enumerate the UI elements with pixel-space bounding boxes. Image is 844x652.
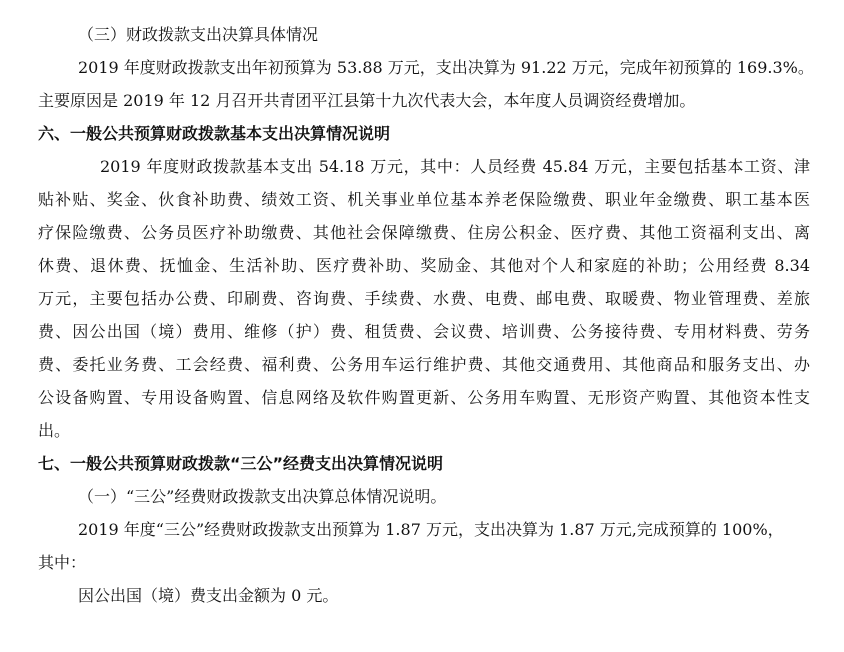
section-6-paragraph-line: 费、委托业务费、工会经费、福利费、公务用车运行维护费、其他交通费用、其他商品和服务支出、办	[38, 355, 810, 374]
section-7-heading: 七、一般公共预算财政拨款“三公”经费支出决算情况说明	[38, 454, 444, 473]
section-6-heading: 六、一般公共预算财政拨款基本支出决算情况说明	[38, 124, 391, 143]
section-7-paragraph-line: 2019 年度“三公”经费财政拨款支出预算为 1.87 万元，支出决算为 1.87 万元,完成预算的 100%，	[78, 520, 784, 539]
section-7-paragraph-line: 因公出国（境）费支出金额为 0 元。	[78, 586, 339, 605]
section-6-paragraph-line: 万元，主要包括办公费、印刷费、咨询费、手续费、水费、电费、邮电费、取暖费、物业管理费、差旅	[38, 289, 810, 308]
section-6-paragraph-line: 疗保险缴费、公务员医疗补助缴费、其他社会保障缴费、住房公积金、医疗费、其他工资福利支出、离	[38, 223, 810, 242]
section-6-paragraph-line: 贴补贴、奖金、伙食补助费、绩效工资、机关事业单位基本养老保险缴费、职业年金缴费、职工基本医	[38, 190, 810, 209]
section-7-subtitle: （一）“三公”经费财政拨款支出决算总体情况说明。	[78, 487, 447, 506]
section-3-paragraph-line: 2019 年度财政拨款支出年初预算为 53.88 万元，支出决算为 91.22 万元，完成年初预算的 169.3%。	[78, 58, 814, 77]
section-6-paragraph-line: 出。	[38, 421, 71, 440]
section-6-paragraph-line: 公设备购置、专用设备购置、信息网络及软件购置更新、公务用车购置、无形资产购置、其他资本性支	[38, 388, 810, 407]
section-6-paragraph-line: 休费、退休费、抚恤金、生活补助、医疗费补助、奖励金、其他对个人和家庭的补助；公用经费 8.34	[38, 256, 810, 275]
section-6-paragraph-line: 2019 年度财政拨款基本支出 54.18 万元，其中：人员经费 45.84 万元，主要包括基本工资、津	[100, 157, 810, 176]
section-3-subtitle: （三）财政拨款支出决算具体情况	[78, 25, 319, 44]
section-7-paragraph-line: 其中：	[38, 553, 87, 572]
section-3-paragraph-line: 主要原因是 2019 年 12 月召开共青团平江县第十九次代表大会，本年度人员调资经费增加。	[38, 91, 696, 110]
section-6-paragraph-line: 费、因公出国（境）费用、维修（护）费、租赁费、会议费、培训费、公务接待费、专用材料费、劳务	[38, 322, 810, 341]
